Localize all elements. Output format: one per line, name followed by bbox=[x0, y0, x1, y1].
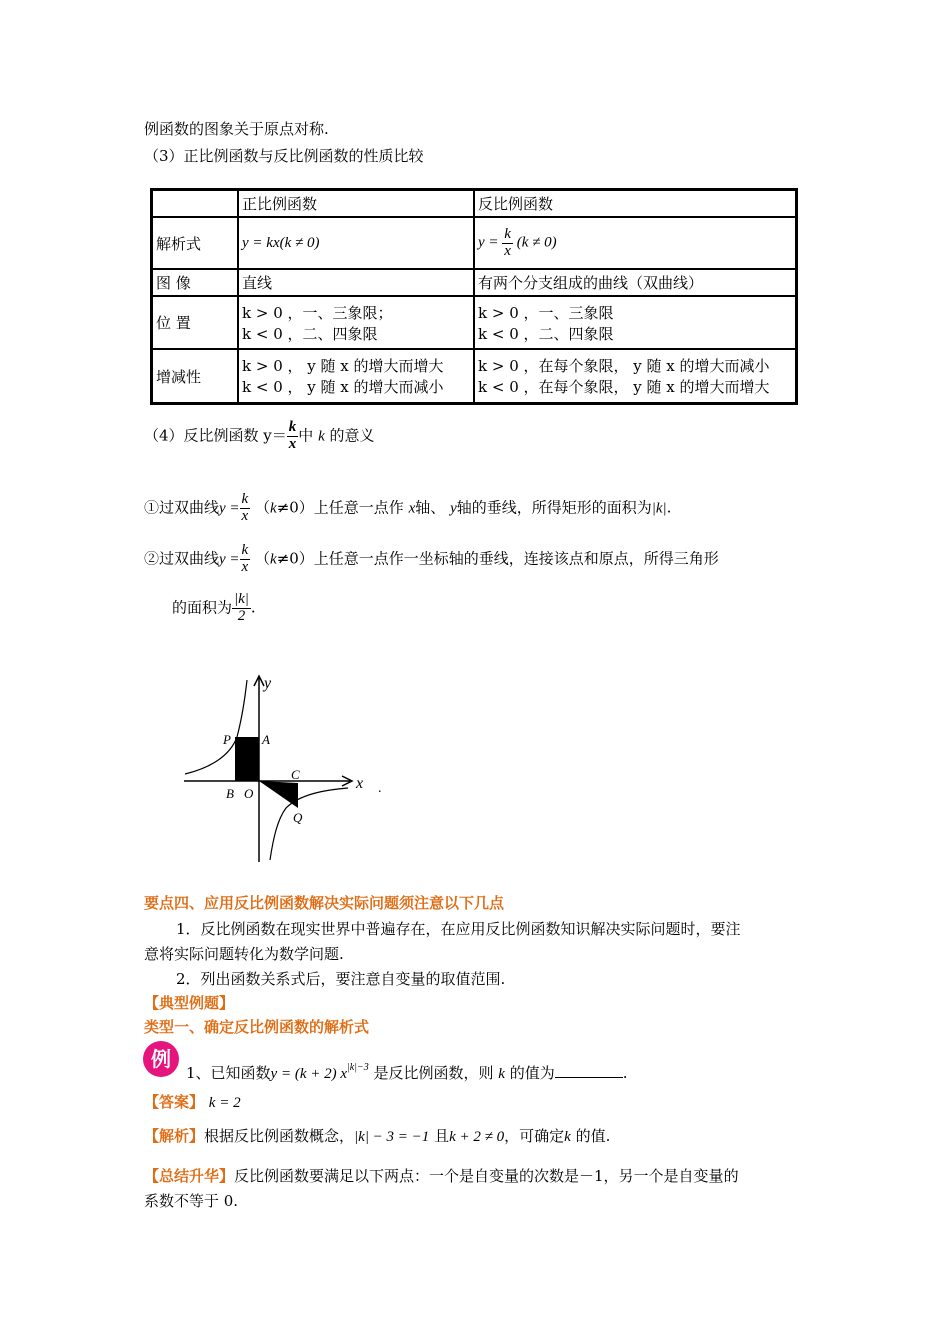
analysis-label: 【解析】 bbox=[144, 1127, 205, 1145]
label-O: O bbox=[244, 786, 254, 801]
table-row-position bbox=[152, 296, 796, 349]
analysis-line bbox=[144, 1125, 610, 1146]
fraction-numerator: k bbox=[288, 419, 297, 435]
label-P: P bbox=[223, 732, 231, 747]
analysis-k: k bbox=[564, 1129, 571, 1145]
shaded-triangle bbox=[259, 781, 298, 808]
hyperbola-branch-lower-right bbox=[270, 788, 348, 860]
fraction-numerator: |k| bbox=[234, 591, 249, 607]
label-dot: . bbox=[378, 781, 382, 796]
example1-c: 的值为 bbox=[509, 1064, 555, 1082]
section3-title: （3）正比例函数与反比例函数的性质比较 bbox=[144, 147, 424, 165]
section4-suffix-a: 中 bbox=[298, 426, 314, 445]
example1-exponent: |k|−3 bbox=[347, 1062, 369, 1073]
analysis-eq2: k + 2 ≠ 0 bbox=[449, 1129, 505, 1145]
key4-title: 要点四、应用反比例函数解决实际问题须注意以下几点 bbox=[144, 894, 505, 912]
point2-a: ②过双曲线 bbox=[144, 549, 220, 568]
point2-c: ≠0）上任意一点作一坐标轴的垂线，连接该点和原点，所得三角形 bbox=[276, 549, 719, 568]
table-header-row bbox=[152, 190, 796, 217]
fraction-numerator: k bbox=[241, 491, 249, 507]
comparison-table bbox=[150, 188, 798, 405]
examples-header: 【典型例题】 bbox=[144, 994, 235, 1012]
summary-text1: 反比例函数要满足以下两点：一个是自变量的次数是－1，另一个是自变量的 bbox=[234, 1167, 739, 1185]
point2-line2 bbox=[172, 592, 256, 625]
inverse-mono-line: k > 0 ，在每个象限， y 随 x 的增大而减小 bbox=[478, 357, 770, 375]
point2-y-eq: y = bbox=[219, 551, 240, 568]
point2-fraction bbox=[240, 543, 251, 576]
point1-b: （ bbox=[255, 498, 271, 517]
type1-title: 类型一、确定反比例函数的解析式 bbox=[144, 1018, 370, 1036]
point2-area-fraction bbox=[232, 592, 251, 625]
section4-prefix: （4）反比例函数 y＝ bbox=[144, 426, 287, 445]
point1-x: x bbox=[408, 500, 416, 517]
label-y: y bbox=[264, 675, 272, 692]
proportional-position-line: k > 0 ，一、三象限； bbox=[242, 303, 393, 322]
analysis-b: 且 bbox=[434, 1127, 450, 1145]
key4-p2: 2．列出函数关系式后，要注意自变量的取值范围. bbox=[176, 970, 506, 988]
shaded-rectangle bbox=[235, 737, 259, 781]
answer-line bbox=[144, 1091, 241, 1112]
label-C: C bbox=[291, 767, 300, 782]
point2-line2-b: . bbox=[250, 598, 256, 617]
point1-f: . bbox=[666, 498, 672, 517]
proportional-mono-line: k < 0 ， y 随 x 的增大而减小 bbox=[242, 378, 444, 396]
point1-d: 轴、 bbox=[415, 498, 446, 517]
point1-a: ①过双曲线 bbox=[144, 498, 220, 517]
fraction-denominator: x bbox=[241, 507, 249, 524]
fraction-denominator: x bbox=[241, 558, 249, 575]
fraction-denominator: x bbox=[288, 435, 297, 452]
hyperbola-figure bbox=[180, 670, 400, 870]
inverse-formula bbox=[474, 217, 796, 269]
example1-d: . bbox=[622, 1064, 628, 1082]
proportional-position bbox=[238, 296, 474, 349]
point1-line bbox=[144, 492, 671, 525]
row-label-monotonicity: 增减性 bbox=[152, 349, 238, 403]
inverse-formula-fraction bbox=[502, 227, 513, 260]
point1-y: y bbox=[450, 500, 457, 517]
key4-p1-line1: 1．反比例函数在现实世界中普遍存在，在应用反比例函数知识解决实际问题时，要注 bbox=[176, 920, 741, 938]
fraction-numerator: k bbox=[241, 542, 249, 558]
fraction-denominator: x bbox=[504, 242, 511, 259]
fraction-numerator: k bbox=[504, 225, 511, 242]
inverse-monotonicity bbox=[474, 349, 796, 403]
analysis-c: ，可确定 bbox=[504, 1127, 565, 1145]
fraction-denominator: 2 bbox=[237, 607, 246, 624]
row-label-position: 位 置 bbox=[152, 296, 238, 349]
intro-line: 例函数的图象关于原点对称. bbox=[144, 120, 329, 138]
inverse-mono-line: k < 0 ，在每个象限， y 随 x 的增大而增大 bbox=[478, 378, 770, 396]
point1-e: 轴的垂线，所得矩形的面积为 bbox=[456, 498, 652, 517]
example1-line bbox=[186, 1062, 628, 1083]
point1-k: k bbox=[270, 500, 277, 517]
section4-suffix-b: 的意义 bbox=[329, 426, 375, 445]
point2-b: （ bbox=[255, 549, 271, 568]
point1-c: ≠0）上任意一点作 bbox=[276, 498, 404, 517]
example1-formula: y = (k + 2) x bbox=[270, 1066, 348, 1082]
summary-label: 【总结升华】 bbox=[144, 1167, 235, 1185]
point1-y-eq: y = bbox=[219, 500, 240, 517]
point1-fraction bbox=[240, 492, 251, 525]
example-badge: 例 bbox=[143, 1041, 179, 1077]
row-label-graph: 图 像 bbox=[152, 269, 238, 296]
row-label-formula: 解析式 bbox=[152, 217, 238, 269]
analysis-a: 根据反比例函数概念， bbox=[204, 1127, 355, 1145]
inverse-formula-suffix: (k ≠ 0) bbox=[516, 234, 557, 251]
answer-blank bbox=[555, 1063, 623, 1078]
inverse-graph: 有两个分支组成的曲线（双曲线） bbox=[474, 269, 796, 296]
point2-line bbox=[144, 543, 719, 576]
label-x: x bbox=[356, 775, 364, 792]
answer-value: k = 2 bbox=[208, 1095, 241, 1111]
analysis-d: 的值. bbox=[575, 1127, 611, 1145]
example1-a: 1、已知函数 bbox=[186, 1064, 271, 1082]
table-row-monotonicity bbox=[152, 349, 796, 403]
point2-k: k bbox=[270, 551, 277, 568]
example1-k: k bbox=[498, 1066, 505, 1082]
label-Q: Q bbox=[293, 810, 303, 825]
proportional-formula: y = kx(k ≠ 0) bbox=[238, 217, 474, 269]
point1-abs-k: |k| bbox=[651, 500, 667, 517]
section4-k: k bbox=[318, 428, 325, 445]
section4-fraction bbox=[287, 420, 299, 453]
key4-p1-line2: 意将实际问题转化为数学问题. bbox=[144, 945, 344, 963]
summary-line2: 系数不等于 0. bbox=[144, 1192, 239, 1210]
inverse-position-line: k > 0 ，一、三象限 bbox=[478, 303, 614, 322]
point2-line2-a: 的面积为 bbox=[172, 598, 233, 617]
table-row-graph bbox=[152, 269, 796, 296]
label-B: B bbox=[226, 786, 234, 801]
header-cell-inverse: 反比例函数 bbox=[474, 190, 796, 217]
answer-label: 【答案】 bbox=[144, 1093, 205, 1111]
proportional-graph: 直线 bbox=[238, 269, 474, 296]
example1-b: 是反比例函数，则 bbox=[373, 1064, 494, 1082]
proportional-position-line: k < 0 ，二、四象限 bbox=[242, 324, 378, 343]
section4-title bbox=[144, 420, 375, 453]
header-cell-empty bbox=[152, 190, 238, 217]
table-row-formula bbox=[152, 217, 796, 269]
header-cell-proportional: 正比例函数 bbox=[238, 190, 474, 217]
inverse-formula-prefix: y = bbox=[478, 234, 499, 251]
proportional-monotonicity bbox=[238, 349, 474, 403]
inverse-position-line: k < 0 ，二、四象限 bbox=[478, 324, 614, 343]
summary-line1 bbox=[144, 1165, 739, 1186]
inverse-position bbox=[474, 296, 796, 349]
label-A: A bbox=[262, 732, 270, 747]
proportional-mono-line: k > 0 ， y 随 x 的增大而增大 bbox=[242, 357, 444, 375]
analysis-eq1: |k| − 3 = −1 bbox=[354, 1129, 430, 1145]
